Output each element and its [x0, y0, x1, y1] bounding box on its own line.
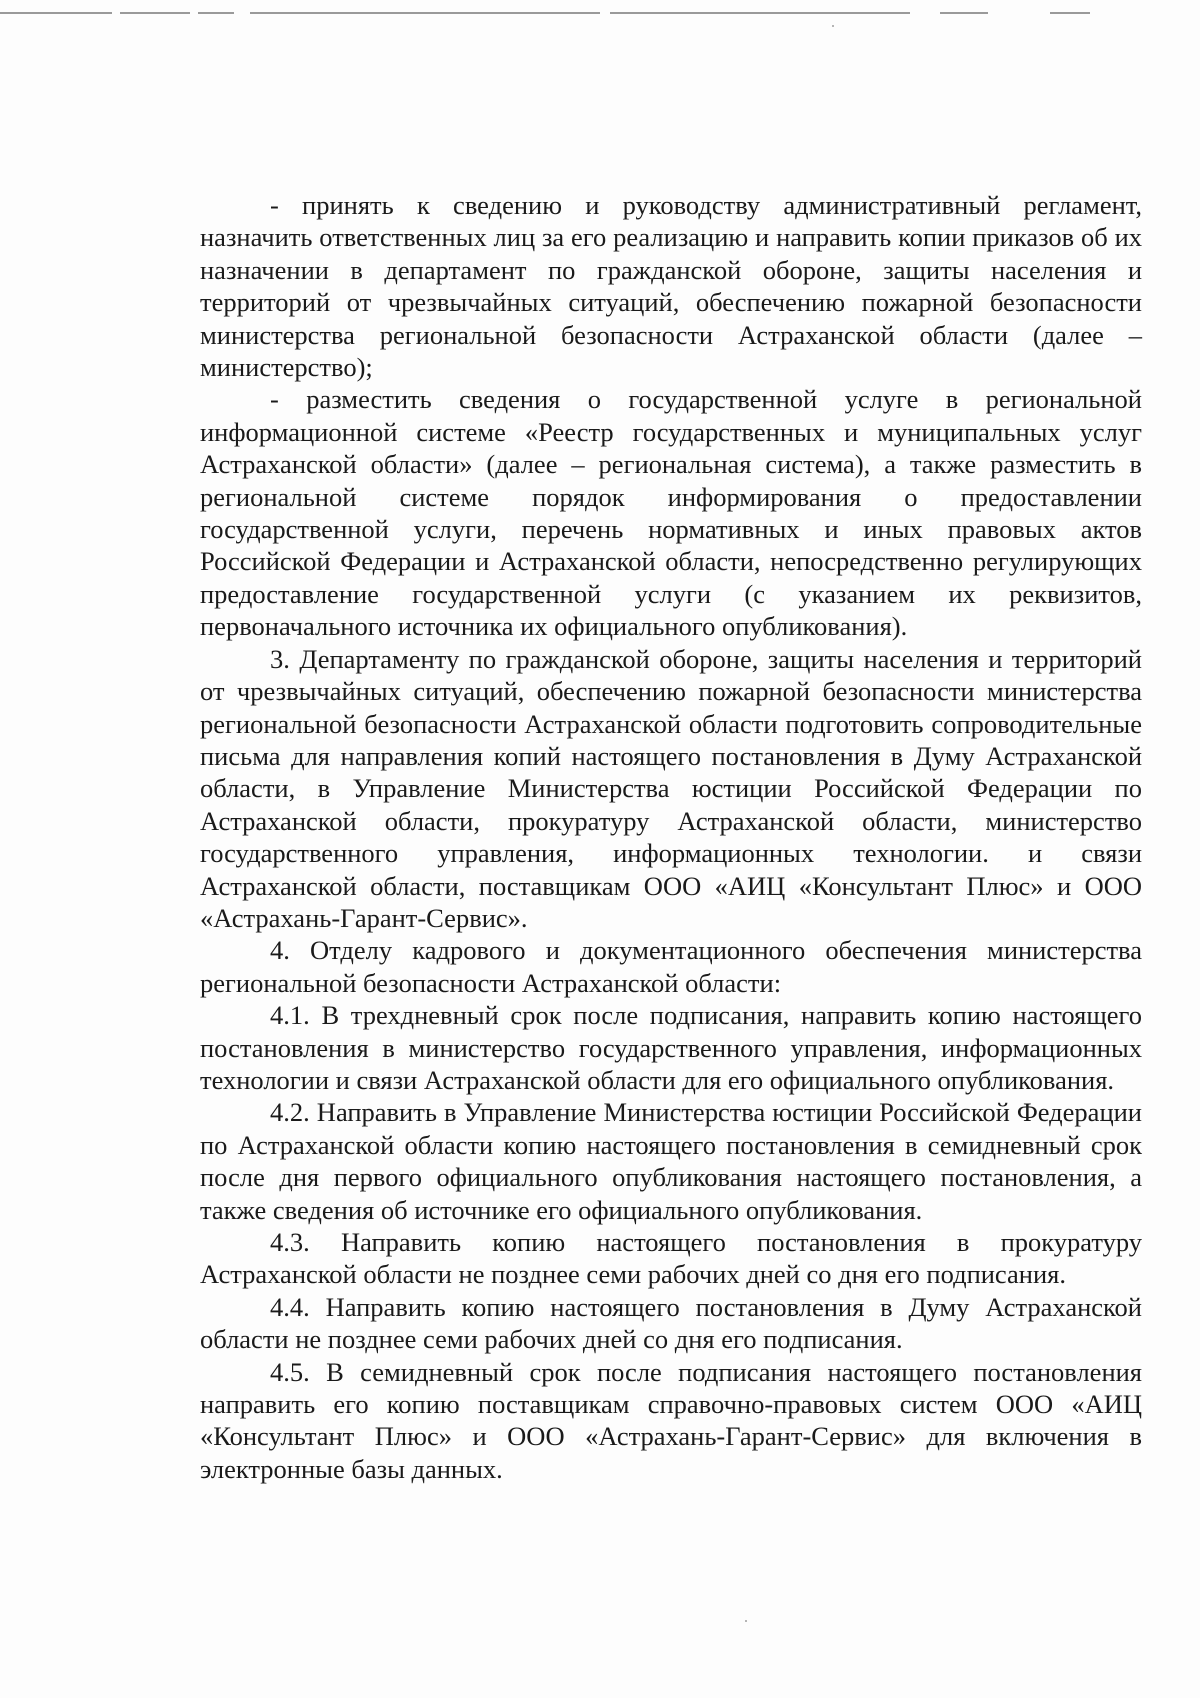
- paragraph-item-4-2: 4.2. Направить в Управление Министерства юстиции Российской Федерации по Астраханской области копию настоящего постановления в семидневный срок после дня первого официального опубликования настоящего постановления, а также сведения об источнике его официального опубликования.: [200, 1097, 1142, 1225]
- paragraph-item-4-1: 4.1. В трехдневный срок после подписания, направить копию настоящего постановления в министерство государственного управления, информационных технологии и связи Астраханской области для его официального опубликования.: [200, 1000, 1142, 1095]
- scan-edge-artifact: [940, 12, 988, 14]
- paragraph-item-4-4: 4.4. Направить копию настоящего постановления в Думу Астраханской области не позднее семи рабочих дней со дня его подписания.: [200, 1291, 1142, 1355]
- paragraph-item-3: 3. Департаменту по гражданской обороне, защиты населения и территорий от чрезвычайных ситуаций, обеспечению пожарной безопасности министерства региональной безопасности Астраханской области подготовить сопроводительные письма для направления копий настоящего постановления в Думу Астраханской области, в Управление Министерства юстиции Российской Федерации по Астраханской области, прокуратуру Астраханской области, министерство государственного управления, информационных технологии. и связи Астраханской области, поставщикам ООО «АИЦ «Консультант Плюс» и ООО «Астрахань-Гарант-Сервис».: [200, 643, 1142, 933]
- scan-edge-artifact: [198, 12, 234, 14]
- paragraph-accept-regulation: - принять к сведению и руководству административный регламент, назначить ответственных лиц за его реализацию и направить копии приказов об их назначении в департамент по гражданской обороне, защиты населения и территорий от чрезвычайных ситуаций, обеспечению пожарной безопасности министерства региональной безопасности Астраханской области (далее – министерство);: [200, 190, 1142, 383]
- document-body: [200, 189, 1142, 1485]
- paragraph-item-4-5: 4.5. В семидневный срок после подписания настоящего постановления направить его копию поставщикам справочно-правовых систем ООО «АИЦ «Консультант Плюс» и ООО «Астрахань-Гарант-Сервис» для включения в электронные базы данных.: [200, 1356, 1142, 1484]
- scan-edge-artifact: [0, 12, 112, 14]
- scan-speck: [832, 25, 834, 27]
- paragraph-item-4: 4. Отделу кадрового и документационного обеспечения министерства региональной безопасности Астраханской области:: [200, 935, 1142, 998]
- scan-edge-artifact: [120, 12, 190, 14]
- scan-edge-artifact: [1050, 12, 1090, 14]
- paragraph-item-4-3: 4.3. Направить копию настоящего постановления в прокуратуру Астраханской области не позднее семи рабочих дней со дня его подписания.: [200, 1227, 1142, 1290]
- scan-edge-artifact: [610, 12, 910, 14]
- paragraph-publish-info: - разместить сведения о государственной услуге в региональной информационной системе «Реестр государственных и муниципальных услуг Астраханской области» (далее – региональная система), а также разместить в региональной системе порядок информирования о предоставлении государственной услуги, перечень нормативных и иных правовых актов Российской Федерации и Астраханской области, непосредственно регулирующих предоставление государственной услуги (с указанием их реквизитов, первоначального источника их официального опубликования).: [200, 384, 1142, 642]
- scan-speck: [745, 1620, 747, 1622]
- scan-edge-artifact: [250, 12, 600, 14]
